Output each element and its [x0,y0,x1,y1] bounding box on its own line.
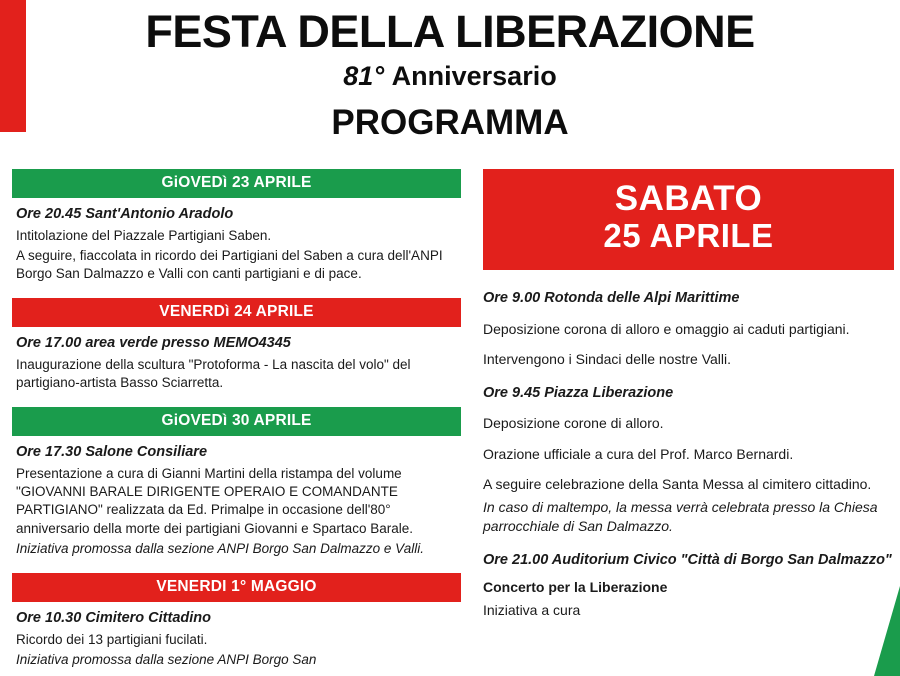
event-line: A seguire celebrazione della Santa Messa al cimitero cittadino. [483,476,872,493]
poster-header [0,0,900,143]
anniversary-word: Anniversario [391,61,557,92]
event-line: Deposizione corone di alloro. [483,415,664,432]
event-time-location: Ore 21.00 Auditorium Civico "Città di Borgo San Dalmazzo" [483,552,892,569]
spacer [12,560,461,573]
spacer [12,285,461,298]
day-bar-giovedi-30-aprile: GiOVEDì 30 APRILE [12,407,461,436]
program-block [12,407,461,558]
program-heading: PROGRAMMA [331,103,569,143]
sabato-heading-line1: SABATO [614,179,763,219]
left-column [6,169,461,671]
program-block [12,169,461,283]
program-block [12,573,461,669]
day-bar-giovedi-23-aprile: GiOVEDì 23 APRILE [12,169,461,198]
block-body [12,602,461,669]
event-line: Inaugurazione della scultura "Protoforma - La nascita del volo" del partigiano-artista Basso Sciarretta. [16,357,411,391]
page-title: FESTA DELLA LIBERAZIONE [145,6,755,57]
block-body [12,436,461,558]
event-line: Deposizione corona di alloro e omaggio ai caduti partigiani. [483,320,850,337]
event-line: Orazione ufficiale a cura del Prof. Marco Bernardi. [483,445,794,462]
right-column [461,169,894,671]
spacer [12,394,461,407]
event-time-location: Ore 17.30 Salone Consiliare [16,444,208,461]
program-columns [0,169,900,671]
block-body [12,327,461,392]
spacer [483,342,894,350]
event-note: In caso di maltempo, la messa verrà celebrata presso la Chiesa parrocchiale di San Dalmazzo. [483,498,878,535]
spacer [483,570,894,578]
spacer [483,437,894,445]
block-body [12,198,461,283]
event-line: A seguire, fiaccolata in ricordo dei Partigiani del Saben a cura dell'ANPI Borgo San Dalmazzo e Valli con canti partigiani e di pace. [16,248,443,282]
sabato-heading-box [483,169,894,270]
event-line: Presentazione a cura di Gianni Martini della ristampa del volume "GIOVANNI BARALE DIRIGENTE OPERAIO E COMANDANTE PARTIGIANO" realizzata da Ed. Primalpe in occasione dell'80° anniversario della morte dei partigiani Giovanni e Spartaco Barale. [16,466,413,536]
program-item [483,383,894,537]
spacer [483,467,894,475]
event-time-location: Ore 17.00 area verde presso MEMO4345 [16,335,291,352]
event-line: Iniziativa a cura [483,601,581,618]
sabato-heading-line2: 25 APRILE [603,217,774,254]
event-note: Iniziativa promossa dalla sezione ANPI Borgo San Dalmazzo e Valli. [16,540,424,556]
event-line: Intervengono i Sindaci delle nostre Valli. [483,351,732,368]
event-line: Ricordo dei 13 partigiani fucilati. [16,631,208,647]
event-highlight: Concerto per la Liberazione [483,579,668,596]
red-corner-decoration [0,0,26,132]
event-time-location: Ore 10.30 Cimitero Cittadino [16,610,211,627]
program-item [483,550,894,620]
green-corner-decoration [874,586,900,676]
anniversary-subtitle [0,61,900,92]
event-line: Intitolazione del Piazzale Partigiani Saben. [16,227,272,243]
event-time-location: Ore 9.45 Piazza Liberazione [483,384,674,401]
event-time-location: Ore 9.00 Rotonda delle Alpi Marittime [483,290,740,307]
day-bar-venerdi-24-aprile: VENERDì 24 APRILE [12,298,461,327]
event-note: Iniziativa promossa dalla sezione ANPI Borgo San [16,651,317,667]
program-block [12,298,461,392]
anniversary-number: 81° [343,61,385,92]
event-time-location: Ore 20.45 Sant'Antonio Aradolo [16,206,234,223]
program-item [483,288,894,369]
day-bar-venerdi-1-maggio: VENERDI 1° MAGGIO [12,573,461,602]
